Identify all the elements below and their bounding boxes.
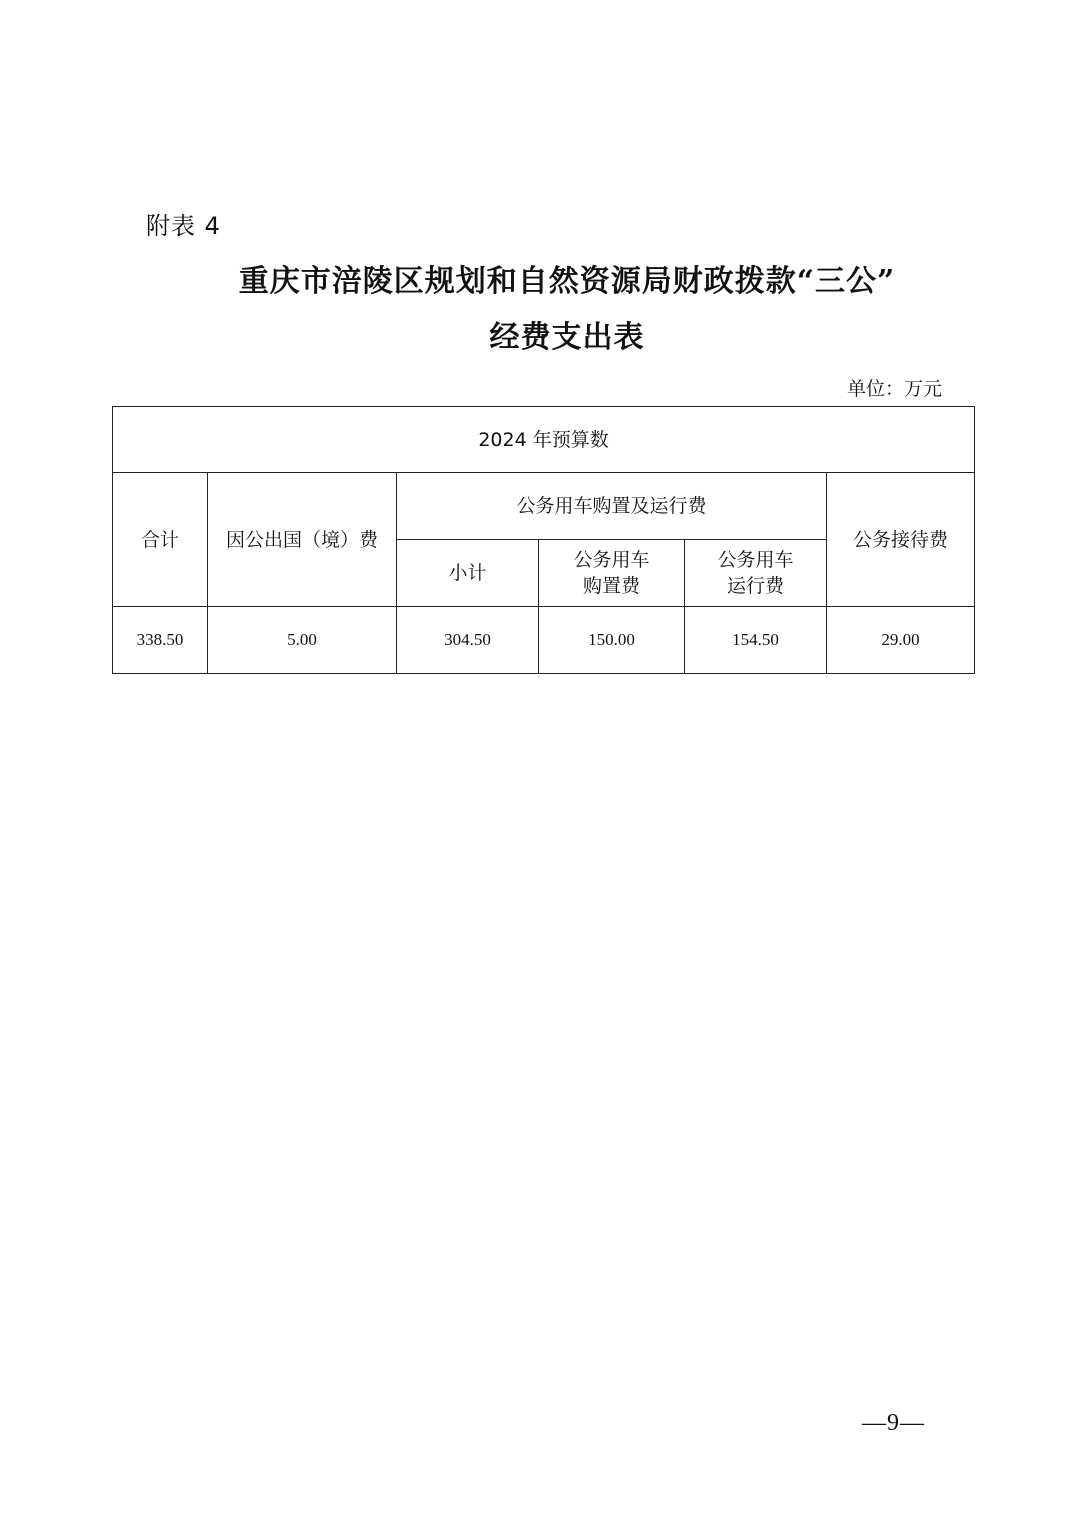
vehicle-operation-header-line-2: 运行费 [726, 575, 784, 597]
unit-label: 单位：万元 [846, 378, 942, 400]
table-header-row-year [113, 407, 975, 473]
vehicle-subtotal-value: 304.50 [397, 607, 539, 674]
vehicle-purchase-header-line-1: 公务用车 [573, 549, 650, 571]
vehicle-operation-header-line-1: 公务用车 [717, 549, 794, 571]
document-title-line-2: 经费支出表 [489, 320, 645, 355]
appendix-label: 附表 4 [146, 212, 221, 240]
abroad-expense-value: 5.00 [208, 607, 397, 674]
vehicle-purchase-value: 150.00 [539, 607, 685, 674]
table-row [113, 607, 975, 674]
table-header-row-categories [113, 473, 975, 540]
page-number: —9— [862, 1410, 925, 1436]
vehicle-subtotal-header: 小计 [397, 540, 539, 607]
abroad-expense-header: 因公出国（境）费 [208, 473, 397, 607]
vehicle-operation-value: 154.50 [685, 607, 827, 674]
reception-expense-header: 公务接待费 [827, 473, 975, 607]
reception-expense-value: 29.00 [827, 607, 975, 674]
three-public-expenses-table [112, 406, 975, 674]
budget-year-header: 2024 年预算数 [113, 407, 975, 473]
total-header: 合计 [113, 473, 208, 607]
vehicle-expense-group-header: 公务用车购置及运行费 [397, 473, 827, 540]
vehicle-purchase-header-line-2: 购置费 [582, 575, 640, 597]
total-value: 338.50 [113, 607, 208, 674]
document-title-line-1: 重庆市涪陵区规划和自然资源局财政拨款“三公” [238, 264, 896, 299]
vehicle-purchase-header [539, 540, 685, 607]
vehicle-operation-header [685, 540, 827, 607]
